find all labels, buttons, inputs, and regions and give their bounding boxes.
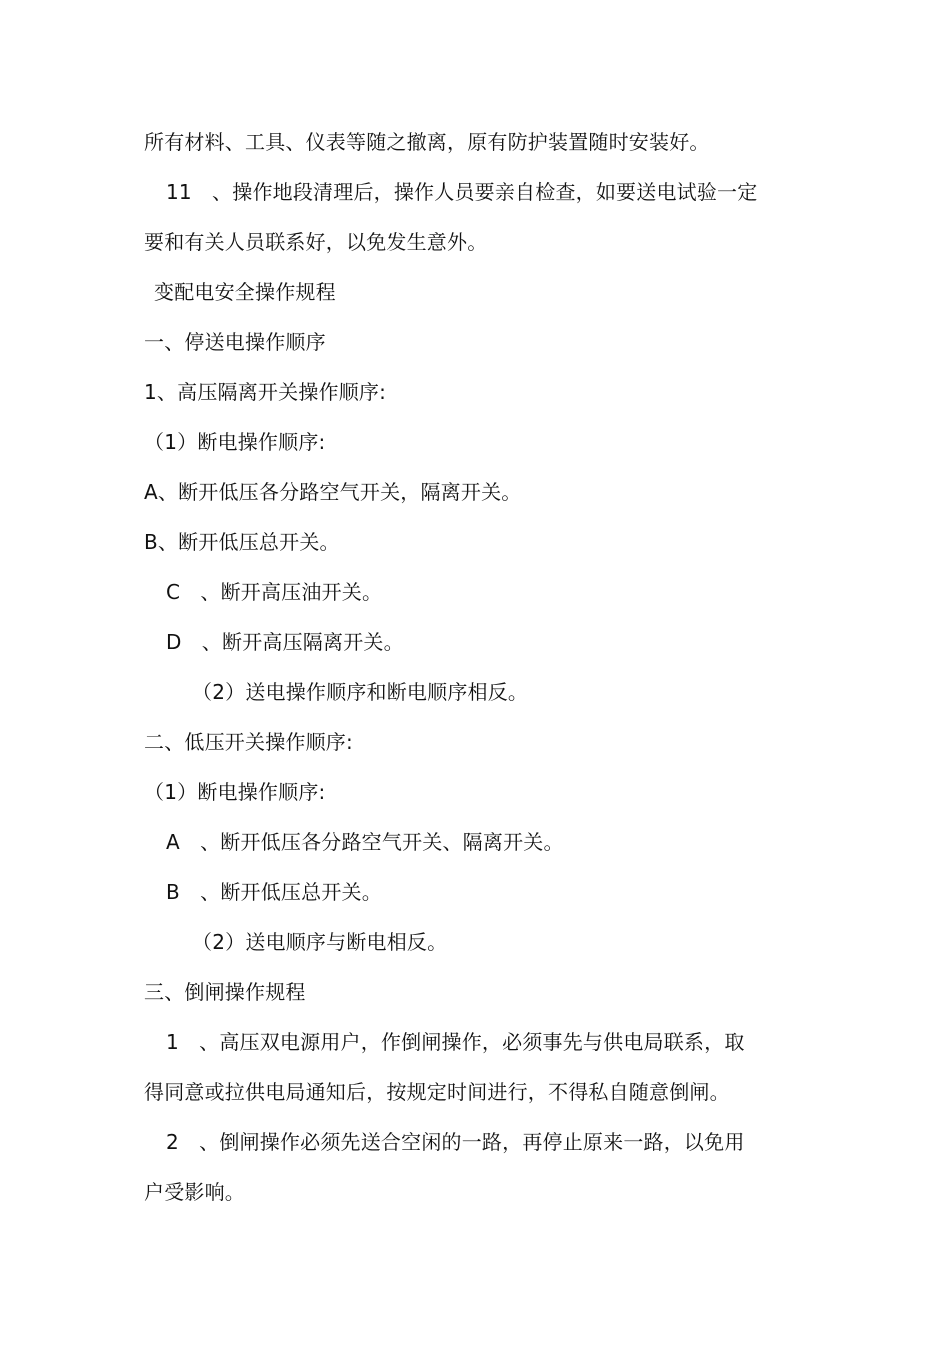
- section-heading: 一、停送电操作顺序: [144, 330, 326, 354]
- paragraph-line: 得同意或拉供电局通知后，按规定时间进行，不得私自随意倒闸。: [144, 1080, 730, 1104]
- list-item: A、断开低压各分路空气开关，隔离开关。: [144, 480, 522, 504]
- list-heading: （1）断电操作顺序:: [144, 780, 326, 804]
- list-item: B 、断开低压总开关。: [166, 880, 382, 904]
- paragraph-line: 1 、高压双电源用户，作倒闸操作，必须事先与供电局联系，取: [166, 1030, 745, 1054]
- list-item: A 、断开低压各分路空气开关、隔离开关。: [166, 830, 564, 854]
- list-item: D 、断开高压隔离开关。: [166, 630, 404, 654]
- paragraph-line: 所有材料、工具、仪表等随之撤离，原有防护装置随时安装好。: [144, 130, 710, 154]
- paragraph-line: 户受影响。: [144, 1180, 245, 1204]
- section-heading: 三、倒闸操作规程: [144, 980, 306, 1004]
- subsection-heading: 1、高压隔离开关操作顺序:: [144, 380, 387, 404]
- list-item: （2）送电顺序与断电相反。: [192, 930, 448, 954]
- paragraph-line: 2 、倒闸操作必须先送合空闲的一路，再停止原来一路，以免用: [166, 1130, 745, 1154]
- paragraph-line: 11 、操作地段清理后，操作人员要亲自检查，如要送电试验一定: [166, 180, 758, 204]
- list-heading: （1）断电操作顺序:: [144, 430, 326, 454]
- list-item: B、断开低压总开关。: [144, 530, 340, 554]
- section-title: 变配电安全操作规程: [154, 280, 336, 304]
- paragraph-line: 要和有关人员联系好，以免发生意外。: [144, 230, 488, 254]
- section-heading: 二、低压开关操作顺序:: [144, 730, 353, 754]
- list-item: C 、断开高压油开关。: [166, 580, 383, 604]
- list-item: （2）送电操作顺序和断电顺序相反。: [192, 680, 529, 704]
